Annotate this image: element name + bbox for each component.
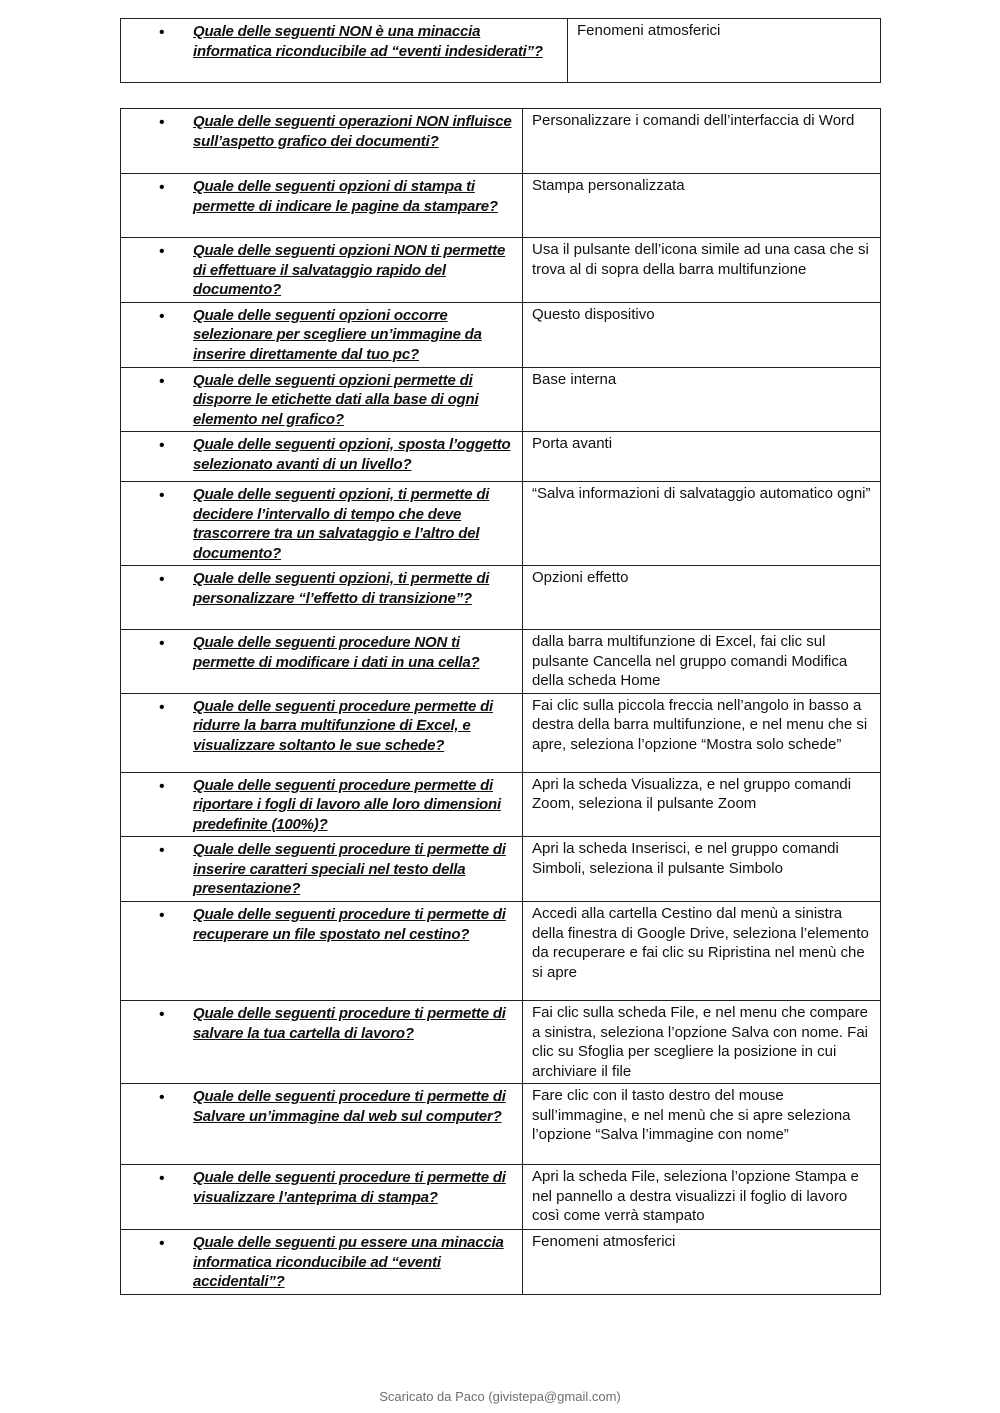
answer-cell <box>523 432 881 482</box>
question-cell <box>121 109 523 174</box>
bullet-icon: • <box>159 698 165 716</box>
answer-text: Fenomeni atmosferici <box>532 1233 676 1250</box>
answer-text: Fenomeni atmosferici <box>577 22 721 39</box>
table-row <box>121 238 881 303</box>
bullet-icon: • <box>159 571 165 588</box>
answer-cell <box>523 693 881 772</box>
first-qa-table <box>120 18 881 83</box>
bullet-icon: • <box>159 114 165 131</box>
question-cell <box>121 1230 523 1295</box>
bullet-icon: • <box>159 1235 165 1252</box>
table-row <box>121 1001 881 1084</box>
answer-text: Apri la scheda Inserisci, e nel gruppo comandi Simboli, seleziona il pulsante Simbolo <box>532 840 839 877</box>
bullet-icon: • <box>159 179 165 196</box>
answer-text: Stampa personalizzata <box>532 177 685 194</box>
bullet-icon: • <box>159 24 165 41</box>
question-text: Quale delle seguenti opzioni occorre selezionare per scegliere un’immagine da inserire direttamente dal tuo pc? <box>193 306 482 363</box>
question-text: Quale delle seguenti procedure ti permette di visualizzare l’anteprima di stampa? <box>193 1169 506 1206</box>
question-text: Quale delle seguenti opzioni NON ti permette di effettuare il salvataggio rapido del documento? <box>193 242 506 298</box>
question-text: Quale delle seguenti procedure NON ti permette di modificare i dati in una cella? <box>193 634 480 671</box>
table-row <box>121 482 881 566</box>
question-cell <box>121 902 523 1001</box>
question-cell <box>121 19 568 83</box>
bullet-icon: • <box>159 307 165 325</box>
bullet-icon: • <box>159 372 165 390</box>
answer-text: Apri la scheda Visualizza, e nel gruppo comandi Zoom, seleziona il pulsante Zoom <box>532 775 852 812</box>
answer-cell <box>523 367 881 432</box>
table-row <box>121 1165 881 1230</box>
answer-text: Base interna <box>532 370 617 388</box>
table-row <box>121 837 881 902</box>
question-text: Quale delle seguenti opzioni, sposta l’oggetto selezionato avanti di un livello? <box>193 436 511 473</box>
question-text: Quale delle seguenti opzioni permette di disporre le etichette dati alla base di ogni elemento nel grafico? <box>193 371 479 428</box>
table-row <box>121 630 881 694</box>
answer-cell <box>523 772 881 837</box>
answer-cell <box>523 902 881 1001</box>
answer-text: Questo dispositivo <box>532 305 655 323</box>
table-row <box>121 1084 881 1165</box>
answer-text: Fai clic sulla piccola freccia nell’angolo in basso a destra della barra multifunzione, e nel menu che si apre, seleziona l’opzione “Mostra solo schede” <box>532 696 868 753</box>
question-cell <box>121 174 523 238</box>
answer-cell <box>523 1001 881 1084</box>
table-row <box>121 566 881 630</box>
question-text: Quale delle seguenti procedure ti permette di Salvare un’immagine dal web sul computer? <box>193 1088 506 1125</box>
answer-cell <box>523 109 881 174</box>
answer-text: Usa il pulsante dell’icona simile ad una casa che si trova al di sopra della barra multifunzione <box>532 241 869 278</box>
question-cell <box>121 238 523 303</box>
question-cell <box>121 1165 523 1230</box>
question-cell <box>121 367 523 432</box>
table-row <box>121 109 881 174</box>
table-row <box>121 772 881 837</box>
question-cell <box>121 302 523 367</box>
answer-cell <box>523 238 881 303</box>
table-row <box>121 367 881 432</box>
answer-text: Opzioni effetto <box>532 569 629 586</box>
answer-cell <box>523 174 881 238</box>
answer-text: dalla barra multifunzione di Excel, fai clic sul pulsante Cancella nel gruppo comandi Modifica della scheda Home <box>532 633 848 689</box>
answer-text: Porta avanti <box>532 435 613 452</box>
answer-text: Accedi alla cartella Cestino dal menù a sinistra della finestra di Google Drive, seleziona l’elemento da recuperare e fai clic su Ripristina nel menù che si apre <box>532 905 869 981</box>
question-text: Quale delle seguenti operazioni NON influisce sull’aspetto grafico dei documenti? <box>193 113 512 150</box>
question-cell <box>121 566 523 630</box>
question-cell <box>121 630 523 694</box>
question-text: Quale delle seguenti procedure ti permette di inserire caratteri speciali nel testo della presentazione? <box>193 841 506 897</box>
bullet-icon: • <box>159 1006 165 1023</box>
bullet-icon: • <box>159 487 165 504</box>
answer-cell <box>523 1165 881 1230</box>
question-text: Quale delle seguenti procedure ti permette di recuperare un file spostato nel cestino? <box>193 906 506 943</box>
answer-cell <box>523 566 881 630</box>
question-cell <box>121 1084 523 1165</box>
table-row <box>121 19 881 83</box>
question-cell <box>121 482 523 566</box>
question-text: Quale delle seguenti NON è una minaccia informatica riconducibile ad “eventi indesiderati”? <box>193 23 543 60</box>
bullet-icon: • <box>159 243 165 260</box>
bullet-icon: • <box>159 437 165 454</box>
table-row <box>121 432 881 482</box>
question-text: Quale delle seguenti procedure permette di ridurre la barra multifunzione di Excel, e visualizzare soltanto le sue schede? <box>193 697 494 754</box>
question-text: Quale delle seguenti pu essere una minaccia informatica riconducibile ad “eventi accidentali”? <box>193 1234 504 1290</box>
question-cell <box>121 432 523 482</box>
answer-cell <box>523 302 881 367</box>
answer-text: Fare clic con il tasto destro del mouse sull’immagine, e nel menù che si apre seleziona l’opzione “Salva l’immagine con nome” <box>532 1087 851 1143</box>
question-cell <box>121 772 523 837</box>
bullet-icon: • <box>159 635 165 652</box>
question-text: Quale delle seguenti opzioni, ti permette di decidere l’intervallo di tempo che deve trascorrere tra un salvataggio e l’altro del documento? <box>193 486 490 562</box>
bullet-icon: • <box>159 777 165 795</box>
question-text: Quale delle seguenti procedure permette di riportare i fogli di lavoro alle loro dimensioni predefinite (100%)? <box>193 776 501 833</box>
bullet-icon: • <box>159 1170 165 1187</box>
main-qa-table <box>120 108 881 1295</box>
table-row <box>121 302 881 367</box>
question-text: Quale delle seguenti opzioni, ti permette di personalizzare “l’effetto di transizione”? <box>193 570 490 607</box>
bullet-icon: • <box>159 907 165 924</box>
table-row <box>121 1230 881 1295</box>
bullet-icon: • <box>159 1089 165 1106</box>
answer-text: Fai clic sulla scheda File, e nel menu che compare a sinistra, seleziona l’opzione Salva con nome. Fai clic su Sfoglia per scegliere la posizione in cui archiviare il file <box>532 1004 869 1080</box>
answer-cell <box>523 1084 881 1165</box>
answer-cell <box>523 837 881 902</box>
answer-cell <box>568 19 881 83</box>
answer-cell <box>523 630 881 694</box>
table-row <box>121 174 881 238</box>
question-text: Quale delle seguenti opzioni di stampa ti permette di indicare le pagine da stampare? <box>193 178 498 215</box>
table-row <box>121 902 881 1001</box>
answer-cell <box>523 482 881 566</box>
table-row <box>121 693 881 772</box>
answer-text: Personalizzare i comandi dell’interfaccia di Word <box>532 112 855 129</box>
question-cell <box>121 1001 523 1084</box>
footer-text: Scaricato da Paco (givistepa@gmail.com) <box>379 1389 621 1404</box>
bullet-icon: • <box>159 842 165 859</box>
question-cell <box>121 693 523 772</box>
answer-text: Apri la scheda File, seleziona l’opzione Stampa e nel pannello a destra visualizzi il foglio di lavoro così come verrà stampato <box>532 1168 859 1224</box>
question-cell <box>121 837 523 902</box>
answer-text: “Salva informazioni di salvataggio automatico ogni” <box>532 485 871 502</box>
answer-cell <box>523 1230 881 1295</box>
question-text: Quale delle seguenti procedure ti permette di salvare la tua cartella di lavoro? <box>193 1005 506 1042</box>
